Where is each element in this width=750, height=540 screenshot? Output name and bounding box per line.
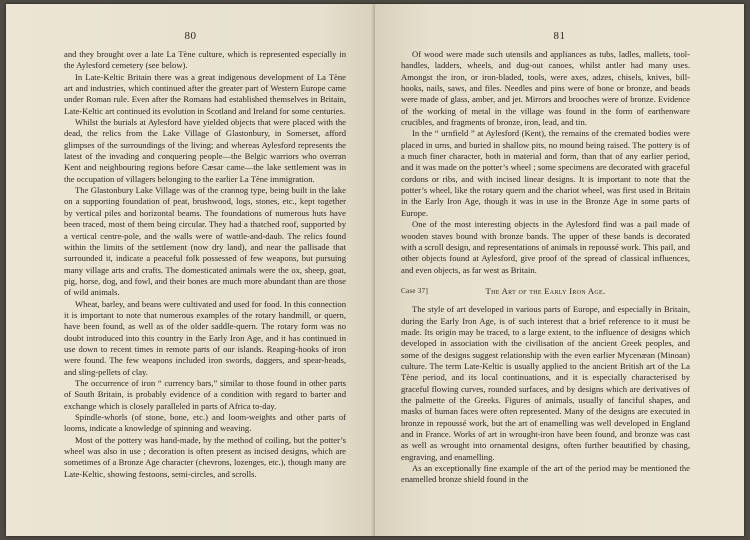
paragraph: Spindle-whorls (of stone, bone, etc.) and loom-weights and other parts of looms, indicate a knowledge of spinning and weaving.: [64, 412, 346, 434]
paragraph: Whilst the burials at Aylesford have yielded objects that were placed with the dead, the relics from the Lake Village of Glastonbury, in Somerset, afford glimpses of the surroundings of the living; and whereas Aylesford represents the latest of the invading and conquering people—the Belgic warriors who overran Kent and neighbouring regions before Cæsar came—the lake settlement was in the occupation of villagers belonging to the earlier La Tène immigration.: [64, 117, 346, 184]
paragraph: Most of the pottery was hand-made, by the method of coiling, but the potter’s wheel was also in use ; decoration is often present as incised designs, which are sometimes of a Bronze Age character (chevrons, lozenges, etc.), though many are Late-Keltic, showing festoons, semi-circles, and scrolls.: [64, 434, 346, 479]
section-title: The Art of the Early Iron Age.: [485, 285, 606, 296]
paragraph: One of the most interesting objects in the Aylesford find was a pail made of wooden staves bound with bronze bands. The upper of these bands is decorated with a scroll design, and representations of animals in repoussé work. This pail, and other objects found at Aylesford, give proof of the spread of classical influences, and even objects, as far west as Britain.: [401, 219, 690, 275]
right-page: [375, 4, 744, 536]
paragraph: Of wood were made such utensils and appliances as tubs, ladles, mallets, tool-handles, ladders, wheels, and dug-out canoes, whilst antler had many uses. Amongst the iron, or iron-bladed, tools, were axes, adzes, chisels, knives, bill-hooks, nails, saws, and files. Needles and pins were of bone or bronze, and beads were made of glass, amber, and jet. Mirrors and brooches were of bronze. Evidence of the working of metal in the village was found in the form of earthenware crucibles, and fragments of bronze, iron, lead, and tin.: [401, 49, 690, 128]
paragraph: Wheat, barley, and beans were cultivated and used for food. In this connection it is important to note that numerous examples of the rotary handmill, or quern, have been found, as well as of the older saddle-quern. The rotary form was no doubt introduced into this country in the Early Iron Age, and it has continued in use down to recent times in remote parts of our islands. Reaping-hooks of iron were found. The few weapons included iron swords, daggers, and spear-heads, and sling-pellets of clay.: [64, 298, 346, 377]
paragraph: As an exceptionally fine example of the art of the period may be mentioned the enamelled bronze shield found in the: [401, 463, 690, 485]
paragraph: and they brought over a late La Tène culture, which is represented especially in the Aylesford cemetery (see below).: [64, 49, 346, 71]
right-page-body: [401, 49, 690, 486]
case-reference: Case 37]: [401, 286, 429, 295]
page-number-right: 81: [553, 30, 566, 42]
left-page: [6, 4, 375, 536]
book-spread: [6, 4, 744, 536]
left-page-body: [64, 49, 346, 480]
paragraph: The style of art developed in various parts of Europe, and especially in Britain, during the Early Iron Age, is of such interest that a brief reference to it must be made. Its origin may be traced, to a large extent, to the influence of designs which developed in association with the civilisation of the ancient Greek peoples, and some of the designs suggest relationship with the even earlier Mycenæan (Minoan) culture. The term Late-Keltic is usually applied to the ancient British art of the La Tène period, and its local continuations, and it is especially characterised by graceful flowing curves, rounded surfaces, and by designs which are derivatives of the palmette of the Greeks. Figures of animals, usually of fanciful shapes, and masks of human faces were often represented. Many of the designs are executed in bronze in repoussé work, but the art of enamelling was well developed in England and in France. Works of art in wrought-iron have been found, and bronze was cast as well as wrought into ornamental designs, often further beautified by chasing, engraving, and enamelling.: [401, 304, 690, 462]
paragraph: The Glastonbury Lake Village was of the crannog type, being built in the lake on a supporting foundation of peat, brushwood, logs, stones, etc., kept together by vertical piles and horizontal beams. The foundations of numerous huts have been traced, most of them being circular. They had a thatched roof, supported by a vertical centre-pole, and the walls were of wattle-and-daub. The relics found within the limits of the settlement (now dry land), and near the pallisade that surrounded it, indicate a peaceful folk possessed of few weapons, but pursuing many village arts and crafts. The domesticated animals were the ox, sheep, goat, pig, horse, dog, and fowl, and their bones are much more abundant than are those of wild animals.: [64, 185, 346, 298]
paragraph: The occurrence of iron “ currency bars,” similar to those found in other parts of South Britain, is probably evidence of a condition with regard to barter and exchange which is closely paralleled in parts of Africa to-day.: [64, 377, 346, 411]
paragraph: In the “ urnfield ” at Aylesford (Kent), the remains of the cremated bodies were placed in urns, and buried in shallow pits, no mound being raised. The pottery is of a much finer character, both in material and form, than that of any earlier period, and it was made on the potter’s wheel ; some specimens are decorated with graceful cordons or ribs, and with incised linear designs. It is important to note that the potter’s wheel, like the rotary quern and the chariot wheel, was first used in Britain in the Early Iron Age, though it was in use in the Bronze Age in some parts of Europe.: [401, 128, 690, 218]
page-number-left: 80: [184, 30, 197, 42]
section-heading: [401, 286, 690, 297]
paragraph: In Late-Keltic Britain there was a great indigenous development of La Tène art and industries, which continued after the greater part of Western Europe came under Roman rule. Even after the Romans had established themselves in Britain, Late-Keltic art continued its evolution in Scotland and Ireland for some centuries.: [64, 71, 346, 116]
